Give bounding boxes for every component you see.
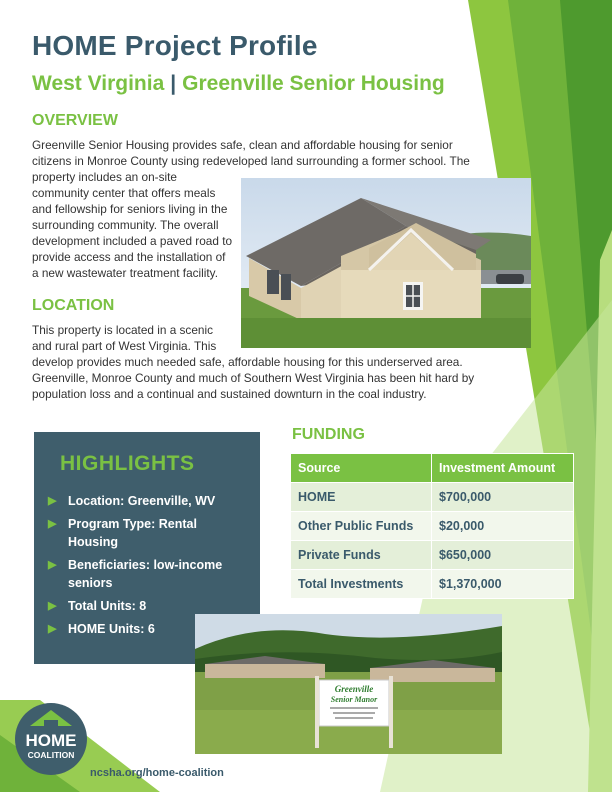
overview-heading: OVERVIEW (32, 112, 118, 129)
triangle-bullet-icon: ▶ (48, 559, 57, 571)
house-photo (241, 178, 531, 348)
home-coalition-logo (14, 702, 88, 776)
amount-cell: $20,000 (432, 512, 574, 541)
table-row (291, 512, 574, 541)
amount-cell: $700,000 (432, 483, 574, 512)
overview-line-7: development included a paved road to (32, 234, 233, 248)
funding-heading: FUNDING (292, 426, 365, 443)
project-subtitle (32, 72, 445, 96)
highlights-heading: HIGHLIGHTS (60, 452, 195, 475)
overview-line-4: community center that offers meals (32, 186, 216, 200)
source-cell: Total Investments (291, 570, 432, 599)
triangle-bullet-icon: ▶ (48, 518, 57, 530)
highlight-item: ▶ HOME Units: 6 (48, 622, 155, 636)
table-header-row (291, 454, 574, 483)
location-line-3: develop provides much needed safe, affordable housing for this underserved area. (32, 355, 463, 369)
logo-coalition-text: COALITION (27, 750, 75, 760)
overview-line-8: provide access and the installation of (32, 250, 226, 264)
senior-manor-sign-photo (195, 614, 502, 754)
footer-url-link[interactable]: ncsha.org/home-coalition (90, 767, 224, 779)
source-cell: Private Funds (291, 541, 432, 570)
overview-line-1: Greenville Senior Housing provides safe, clean and affordable housing for senior (32, 138, 453, 152)
overview-line-2: citizens in Monroe County using redeveloped land surrounding a former school. The (32, 154, 470, 168)
funding-table (290, 453, 574, 599)
column-header-amount: Investment Amount (432, 454, 574, 483)
highlight-item: ▶ Program Type: Rental Housing (48, 517, 197, 549)
subtitle-separator: | (170, 72, 177, 95)
overview-line-9: a new wastewater treatment facility. (32, 266, 218, 280)
overview-line-3: property includes an on-site (32, 170, 177, 184)
triangle-bullet-icon: ▶ (48, 600, 57, 612)
location-line-4: Greenville, Monroe County and much of Southern West Virginia has been hit hard by (32, 371, 475, 385)
highlight-item: ▶ Total Units: 8 (48, 599, 147, 613)
page-title: HOME Project Profile (32, 30, 318, 61)
overview-line-5: and fellowship for seniors living in the (32, 202, 228, 216)
project-name: Greenville Senior Housing (182, 72, 445, 95)
logo-home-text: HOME (25, 731, 77, 750)
highlight-item: ▶ Beneficiaries: low-income seniors (48, 558, 223, 590)
state-name: West Virginia (32, 72, 165, 95)
location-line-1: This property is located in a scenic (32, 323, 213, 337)
triangle-bullet-icon: ▶ (48, 623, 57, 635)
location-line-2: and rural part of West Virginia. This (32, 339, 217, 353)
table-row (291, 570, 574, 599)
location-heading: LOCATION (32, 297, 115, 314)
source-cell: HOME (291, 483, 432, 512)
amount-cell: $1,370,000 (432, 570, 574, 599)
source-cell: Other Public Funds (291, 512, 432, 541)
table-row (291, 541, 574, 570)
sign-line-1: Greenville (334, 684, 374, 694)
triangle-bullet-icon: ▶ (48, 495, 57, 507)
sign-line-2: Senior Manor (330, 695, 378, 704)
location-line-5: population loss and a continual and sustained downturn in the coal industry. (32, 387, 427, 401)
overview-line-6: surrounding community. The overall (32, 218, 219, 232)
amount-cell: $650,000 (432, 541, 574, 570)
table-row (291, 483, 574, 512)
highlight-item: ▶ Location: Greenville, WV (48, 494, 216, 508)
column-header-source: Source (291, 454, 432, 483)
